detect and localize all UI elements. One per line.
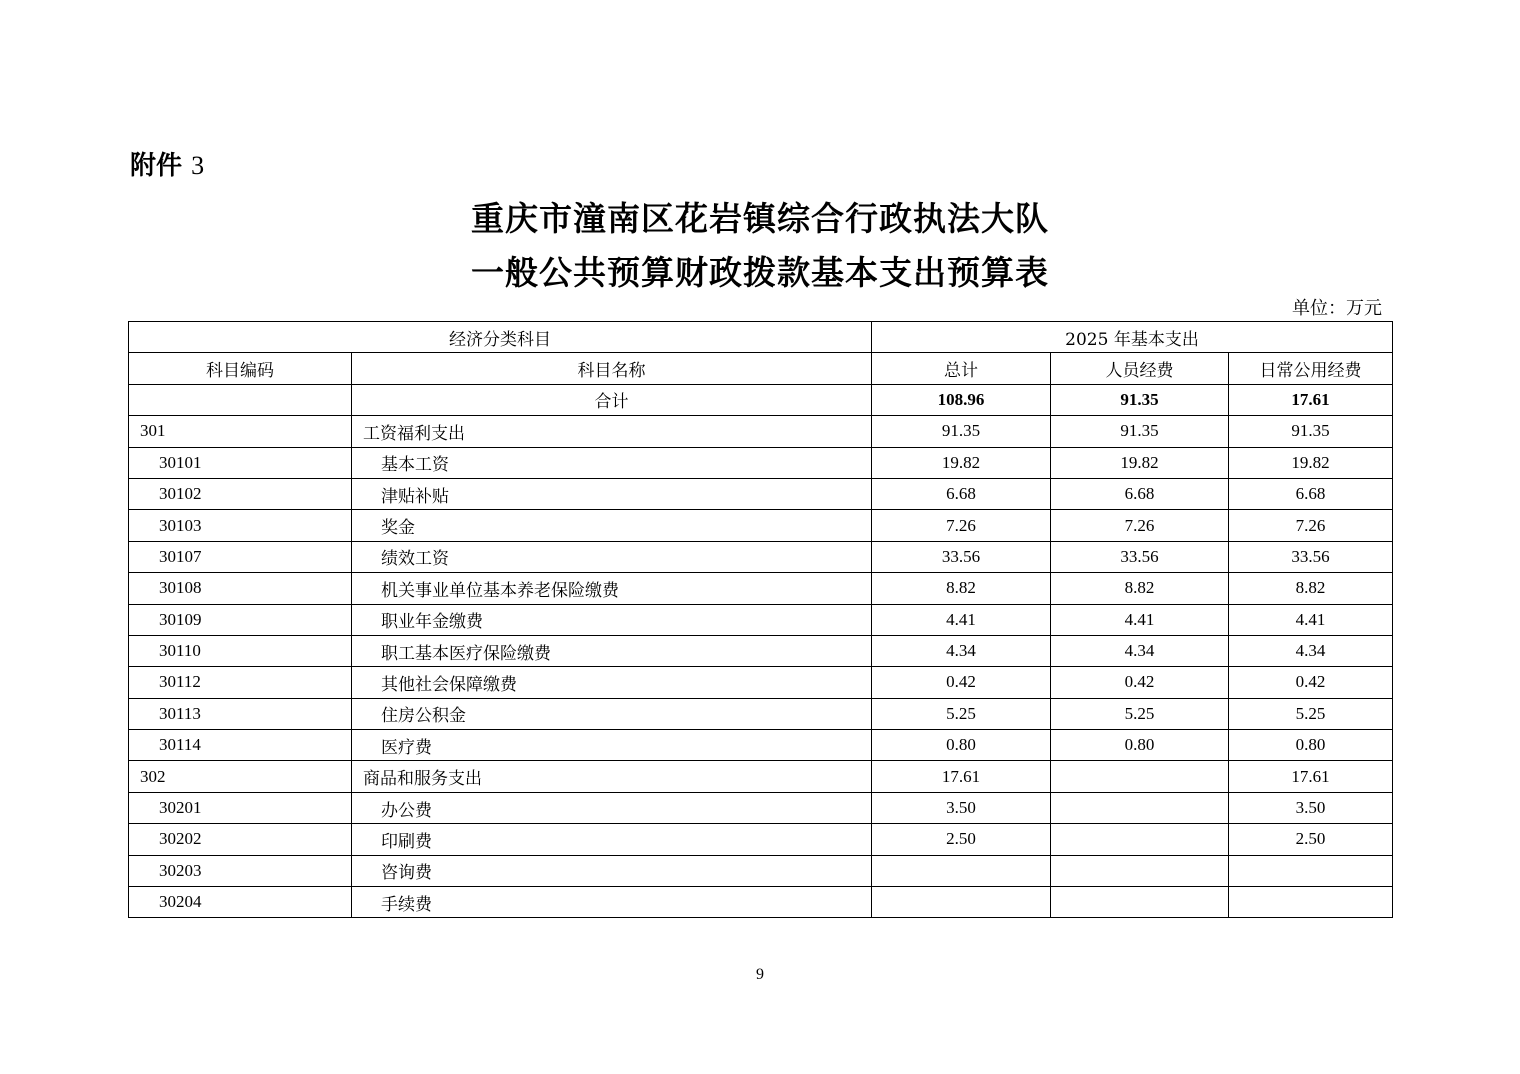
personnel-cell: 33.56	[1051, 541, 1229, 572]
personnel-cell: 4.41	[1051, 604, 1229, 635]
total-row-label: 合计	[352, 384, 872, 415]
personnel-cell: 91.35	[1051, 416, 1229, 447]
subject-code-cell: 30203	[129, 855, 352, 886]
table-row	[129, 730, 1393, 761]
public-cell	[1229, 887, 1393, 918]
subject-code-cell: 30114	[129, 730, 352, 761]
subject-name-cell: 医疗费	[352, 730, 872, 761]
table-row	[129, 573, 1393, 604]
public-cell: 3.50	[1229, 792, 1393, 823]
document-title-line-2: 一般公共预算财政拨款基本支出预算表	[471, 253, 1049, 292]
subject-code-cell: 30113	[129, 698, 352, 729]
public-cell: 2.50	[1229, 824, 1393, 855]
subject-name-cell: 职工基本医疗保险缴费	[352, 635, 872, 666]
subject-code-cell: 30112	[129, 667, 352, 698]
header-economic-classification: 经济分类科目	[129, 322, 872, 353]
public-cell	[1229, 855, 1393, 886]
public-cell: 8.82	[1229, 573, 1393, 604]
subject-name-cell: 印刷费	[352, 824, 872, 855]
total-cell: 5.25	[872, 698, 1051, 729]
subject-name-cell: 津贴补贴	[352, 478, 872, 509]
subject-name-cell: 基本工资	[352, 447, 872, 478]
subject-code-cell: 30101	[129, 447, 352, 478]
personnel-cell	[1051, 824, 1229, 855]
total-row	[129, 384, 1393, 415]
total-cell: 0.42	[872, 667, 1051, 698]
subject-code-cell: 30102	[129, 478, 352, 509]
personnel-cell: 6.68	[1051, 478, 1229, 509]
subject-name-cell: 手续费	[352, 887, 872, 918]
subject-code-cell: 302	[129, 761, 352, 792]
public-cell: 4.34	[1229, 635, 1393, 666]
document-title-line-1: 重庆市潼南区花岩镇综合行政执法大队	[471, 199, 1049, 238]
unit-label: 单位：万元	[1292, 298, 1382, 319]
table-row	[129, 510, 1393, 541]
total-cell: 4.41	[872, 604, 1051, 635]
header-group-row	[129, 322, 1393, 353]
personnel-cell: 0.42	[1051, 667, 1229, 698]
table-row	[129, 887, 1393, 918]
subject-name-cell: 职业年金缴费	[352, 604, 872, 635]
total-cell: 91.35	[872, 416, 1051, 447]
personnel-cell: 7.26	[1051, 510, 1229, 541]
public-cell: 19.82	[1229, 447, 1393, 478]
table-row	[129, 792, 1393, 823]
page-number: 9	[756, 966, 764, 983]
total-row-public: 17.61	[1229, 384, 1393, 415]
public-cell: 33.56	[1229, 541, 1393, 572]
table-row	[129, 855, 1393, 886]
subject-code-cell: 30204	[129, 887, 352, 918]
table-row	[129, 447, 1393, 478]
header-public: 日常公用经费	[1229, 353, 1393, 384]
public-cell: 0.80	[1229, 730, 1393, 761]
subject-code-cell: 30202	[129, 824, 352, 855]
subject-code-cell: 30107	[129, 541, 352, 572]
header-total: 总计	[872, 353, 1051, 384]
header-subject-name: 科目名称	[352, 353, 872, 384]
public-cell: 4.41	[1229, 604, 1393, 635]
total-cell	[872, 855, 1051, 886]
personnel-cell: 0.80	[1051, 730, 1229, 761]
budget-table	[128, 321, 1393, 918]
subject-name-cell: 机关事业单位基本养老保险缴费	[352, 573, 872, 604]
subject-name-cell: 其他社会保障缴费	[352, 667, 872, 698]
table-row	[129, 416, 1393, 447]
personnel-cell	[1051, 792, 1229, 823]
subject-name-cell: 工资福利支出	[352, 416, 872, 447]
table-row	[129, 478, 1393, 509]
total-row-personnel: 91.35	[1051, 384, 1229, 415]
personnel-cell: 5.25	[1051, 698, 1229, 729]
total-cell: 4.34	[872, 635, 1051, 666]
public-cell: 0.42	[1229, 667, 1393, 698]
total-cell: 17.61	[872, 761, 1051, 792]
subject-name-cell: 商品和服务支出	[352, 761, 872, 792]
total-cell: 6.68	[872, 478, 1051, 509]
subject-name-cell: 办公费	[352, 792, 872, 823]
table-row	[129, 761, 1393, 792]
subject-code-cell: 30201	[129, 792, 352, 823]
personnel-cell: 8.82	[1051, 573, 1229, 604]
personnel-cell: 19.82	[1051, 447, 1229, 478]
personnel-cell	[1051, 761, 1229, 792]
total-cell: 2.50	[872, 824, 1051, 855]
total-cell: 8.82	[872, 573, 1051, 604]
table-row	[129, 698, 1393, 729]
personnel-cell: 4.34	[1051, 635, 1229, 666]
table-row	[129, 667, 1393, 698]
public-cell: 6.68	[1229, 478, 1393, 509]
subject-name-cell: 绩效工资	[352, 541, 872, 572]
subject-code-cell: 301	[129, 416, 352, 447]
total-cell	[872, 887, 1051, 918]
subject-name-cell: 咨询费	[352, 855, 872, 886]
personnel-cell	[1051, 887, 1229, 918]
total-cell: 19.82	[872, 447, 1051, 478]
header-subject-code: 科目编码	[129, 353, 352, 384]
public-cell: 5.25	[1229, 698, 1393, 729]
header-basic-expenditure: 2025 年基本支出	[872, 322, 1393, 353]
table-row	[129, 635, 1393, 666]
subject-name-cell: 住房公积金	[352, 698, 872, 729]
table-row	[129, 541, 1393, 572]
subject-name-cell: 奖金	[352, 510, 872, 541]
header-personnel: 人员经费	[1051, 353, 1229, 384]
header-columns-row	[129, 353, 1393, 384]
total-row-total: 108.96	[872, 384, 1051, 415]
public-cell: 91.35	[1229, 416, 1393, 447]
table-row	[129, 604, 1393, 635]
public-cell: 17.61	[1229, 761, 1393, 792]
subject-code-cell: 30110	[129, 635, 352, 666]
total-row-code	[129, 384, 352, 415]
total-cell: 3.50	[872, 792, 1051, 823]
table-body	[129, 416, 1393, 918]
attachment-number: 3	[191, 151, 205, 180]
attachment-label	[130, 145, 204, 182]
total-cell: 33.56	[872, 541, 1051, 572]
personnel-cell	[1051, 855, 1229, 886]
subject-code-cell: 30103	[129, 510, 352, 541]
table-row	[129, 824, 1393, 855]
attachment-word: 附件	[130, 151, 183, 181]
total-cell: 0.80	[872, 730, 1051, 761]
subject-code-cell: 30108	[129, 573, 352, 604]
total-cell: 7.26	[872, 510, 1051, 541]
subject-code-cell: 30109	[129, 604, 352, 635]
public-cell: 7.26	[1229, 510, 1393, 541]
